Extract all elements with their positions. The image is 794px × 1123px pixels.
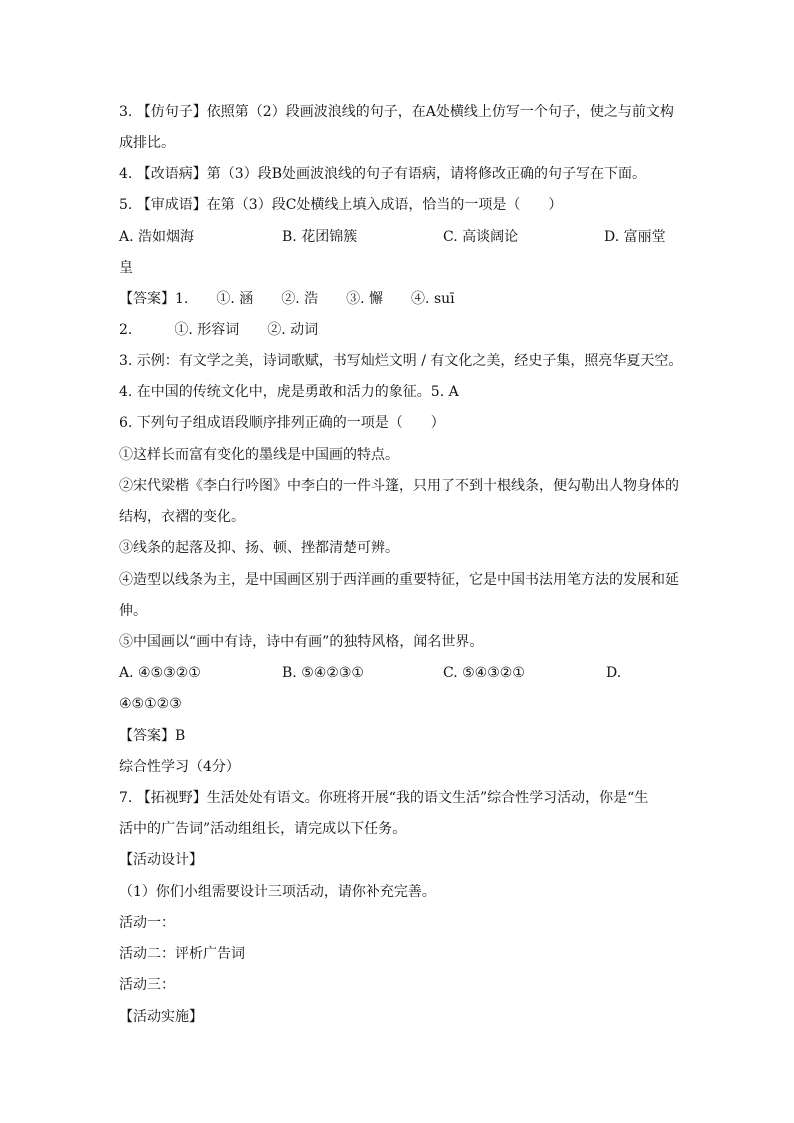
q6-sentence-3: ③线条的起落及抑、扬、顿、挫都清楚可辨。 [119, 540, 399, 556]
q6-option-d-cont: ④⑤①②③ [119, 696, 182, 712]
q5-options [119, 227, 684, 247]
answer-3: 3. 示例：有文学之美，诗词歌赋，书写灿烂文明 / 有文化之美，经史子集，照亮华夏天空。 [119, 353, 683, 369]
q6-sentence-2-cont: 结构，衣褶的变化。 [119, 509, 245, 525]
q5-option-a: A. 浩如烟海 [119, 229, 195, 245]
q6-sentence-5: ⑤中国画以“画中有诗，诗中有画”的独特风格，闻名世界。 [119, 634, 484, 650]
q6-sentence-4-cont: 伸。 [119, 603, 147, 619]
q6-option-c: C. ⑤④③②① [443, 665, 525, 681]
activity-design-heading: 【活动设计】 [119, 852, 203, 868]
answer-4-5: 4. 在中国的传统文化中，虎是勇敢和活力的象征。5. A [119, 384, 459, 400]
q5-option-d-cont: 皇 [119, 260, 133, 276]
q6-option-a: A. ④⑤③②① [119, 665, 201, 681]
section-heading: 综合性学习（4分） [119, 759, 240, 775]
q6-sentence-4: ④造型以线条为主，是中国画区别于西洋画的重要特征，它是中国书法用笔方法的发展和延 [119, 572, 679, 588]
q6-option-b: B. ⑤④②③① [282, 665, 364, 681]
q7-text-line1: 7. 【拓视野】生活处处有语文。你班将开展“我的语文生活”综合性学习活动，你是“生 [119, 790, 649, 806]
answer-1: 【答案】1. ①. 涵 ②. 浩 ③. 懈 ④. suī [119, 291, 455, 307]
activity-implementation-heading: 【活动实施】 [119, 1009, 203, 1025]
q5-text: 5. 【审成语】在第（3）段C处横线上填入成语，恰当的一项是（ ） [119, 197, 563, 213]
q6-options [119, 663, 684, 683]
activity-1: 活动一： [119, 915, 175, 931]
q6-text: 6. 下列句子组成语段顺序排列正确的一项是（ ） [119, 415, 445, 431]
q5-option-c: C. 高谈阔论 [443, 229, 519, 245]
answer-6: 【答案】B [119, 728, 186, 744]
q6-sentence-1: ①这样长而富有变化的墨线是中国画的特点。 [119, 447, 399, 463]
activity-3: 活动三： [119, 977, 175, 993]
q5-option-b: B. 花团锦簇 [282, 229, 358, 245]
q6-option-d: D. [606, 665, 622, 681]
q3-text-line1: 3. 【仿句子】依照第（2）段画波浪线的句子，在A处横线上仿写一个句子，使之与前文构 [119, 104, 674, 120]
q5-option-d: D. 富丽堂 [604, 229, 666, 245]
answer-2: 2. ①. 形容词 ②. 动词 [119, 322, 319, 338]
q7-text-line2: 活中的广告词”活动组组长，请完成以下任务。 [119, 821, 407, 837]
activity-2: 活动二：评析广告词 [119, 946, 245, 962]
q3-text-line2: 成排比。 [119, 135, 175, 151]
q6-sentence-2: ②宋代梁楷《李白行吟图》中李白的一件斗篷，只用了不到十根线条，便勾勒出人物身体的 [119, 478, 679, 494]
q7-subquestion-1: （1）你们小组需要设计三项活动，请你补充完善。 [119, 884, 436, 900]
q4-text: 4. 【改语病】第（3）段B处画波浪线的句子有语病，请将修改正确的句子写在下面。 [119, 166, 647, 182]
